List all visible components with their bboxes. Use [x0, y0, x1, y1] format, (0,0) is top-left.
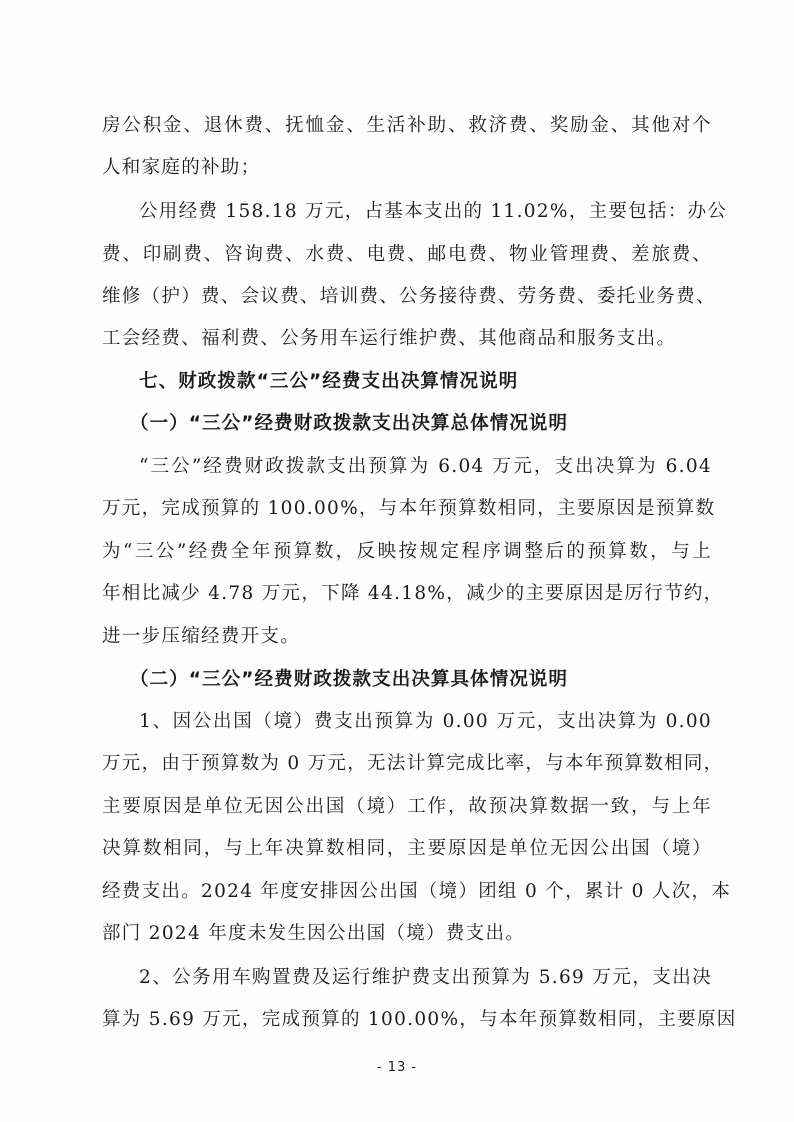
text-line: 决算数相同，与上年决算数相同，主要原因是单位无因公出国（境）: [102, 838, 712, 859]
subsection-heading: （一）“三公”经费财政拨款支出决算总体情况说明: [130, 413, 569, 434]
text-line: 公用经费 158.18 万元，占基本支出的 11.02%，主要包括：办公: [139, 201, 728, 222]
text-line: 2、公务用车购置费及运行维护费支出预算为 5.69 万元，支出决: [139, 967, 712, 988]
text-line: 工会经费、福利费、公务用车运行维护费、其他商品和服务支出。: [102, 328, 677, 349]
text-line: 算为 5.69 万元，完成预算的 100.00%，与本年预算数相同，主要原因: [102, 1009, 737, 1030]
text-line: “三公”经费财政拨款支出预算为 6.04 万元，支出决算为 6.04: [139, 456, 712, 477]
text-line: 维修（护）费、会议费、培训费、公务接待费、劳务费、委托业务费、: [102, 286, 716, 307]
text-line: 主要原因是单位无因公出国（境）工作，故预决算数据一致，与上年: [102, 796, 712, 817]
text-line: 人和家庭的补助；: [102, 157, 261, 178]
text-line: 1、因公出国（境）费支出预算为 0.00 万元，支出决算为 0.00: [139, 711, 712, 732]
text-line: 费、印刷费、咨询费、水费、电费、邮电费、物业管理费、差旅费、: [102, 244, 712, 265]
text-line: 经费支出。2024 年度安排因公出国（境）团组 0 个，累计 0 人次，本: [102, 881, 732, 902]
text-line: 房公积金、退休费、抚恤金、生活补助、救济费、奖励金、其他对个: [102, 115, 712, 136]
section-heading: 七、财政拨款“三公”经费支出决算情况说明: [139, 371, 519, 392]
text-line: 进一步压缩经费开支。: [102, 626, 301, 647]
text-line: 年相比减少 4.78 万元，下降 44.18%，减少的主要原因是厉行节约，: [102, 583, 724, 604]
text-line: 万元，完成预算的 100.00%，与本年预算数相同，主要原因是预算数: [102, 498, 716, 519]
subsection-heading: （二）“三公”经费财政拨款支出决算具体情况说明: [130, 669, 569, 690]
text-line: 为“三公”经费全年预算数，反映按规定程序调整后的预算数，与上: [102, 541, 712, 562]
page-number: - 13 -: [376, 1060, 418, 1075]
text-line: 部门 2024 年度未发生因公出国（境）费支出。: [102, 923, 526, 944]
text-line: 万元，由于预算数为 0 万元，无法计算完成比率，与本年预算数相同，: [102, 753, 724, 774]
